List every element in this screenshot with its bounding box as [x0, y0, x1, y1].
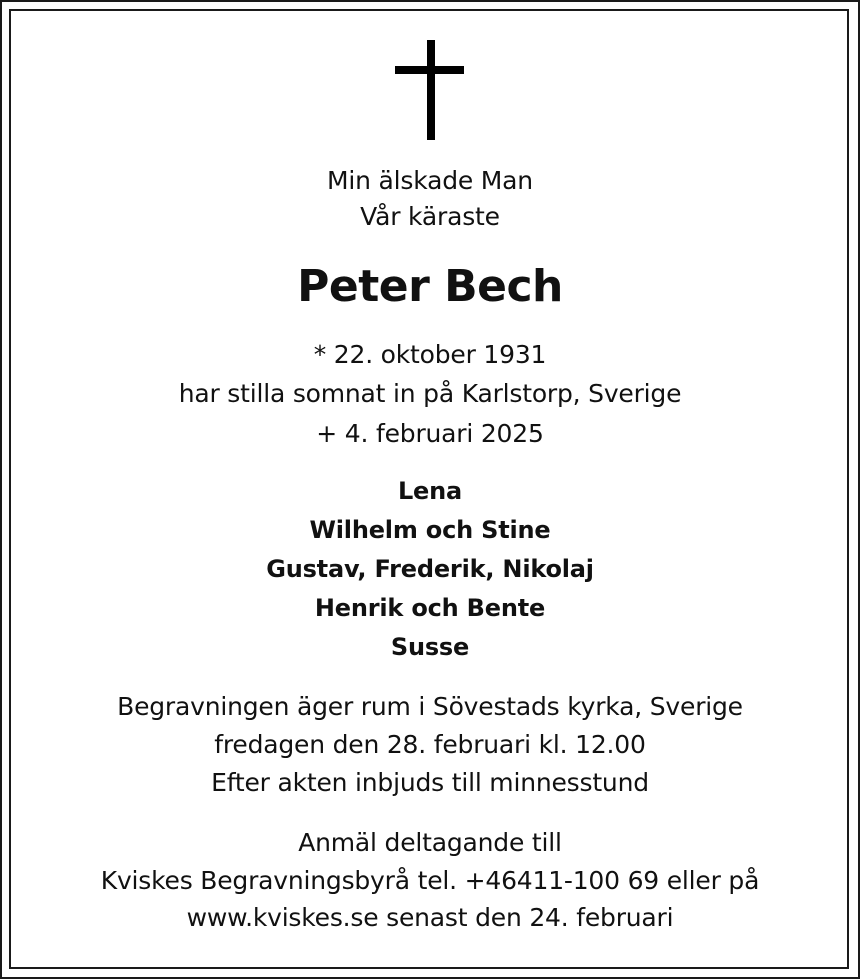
funeral-line-1: Begravningen äger rum i Sövestads kyrka, Sverige [117, 692, 743, 721]
rsvp-line-3: www.kviskes.se senast den 24. februari [186, 903, 674, 932]
mourner-1: Lena [397, 477, 463, 505]
cross-horizontal-bar [395, 66, 464, 74]
deceased-name: Peter Bech [297, 261, 563, 312]
funeral-line-2: fredagen den 28. februari kl. 12.00 [214, 730, 646, 759]
rsvp-line-2: Kviskes Begravningsbyrå tel. +46411-100 69 eller på [100, 866, 760, 895]
death-date: + 4. februari 2025 [316, 419, 544, 448]
funeral-line-3: Efter akten inbjuds till minnesstund [211, 768, 649, 797]
passing-text: har stilla somnat in på Karlstorp, Sverige [178, 379, 682, 408]
mourner-2: Wilhelm och Stine [309, 516, 551, 544]
mourner-4: Henrik och Bente [314, 594, 546, 622]
intro-line-2: Vår käraste [360, 202, 500, 231]
birth-date: * 22. oktober 1931 [313, 340, 547, 369]
mourner-5: Susse [390, 633, 470, 661]
mourner-3: Gustav, Frederik, Nikolaj [266, 555, 594, 583]
intro-line-1: Min älskade Man [327, 166, 533, 195]
cross-vertical-bar [427, 40, 435, 140]
rsvp-line-1: Anmäl deltagande till [298, 828, 562, 857]
